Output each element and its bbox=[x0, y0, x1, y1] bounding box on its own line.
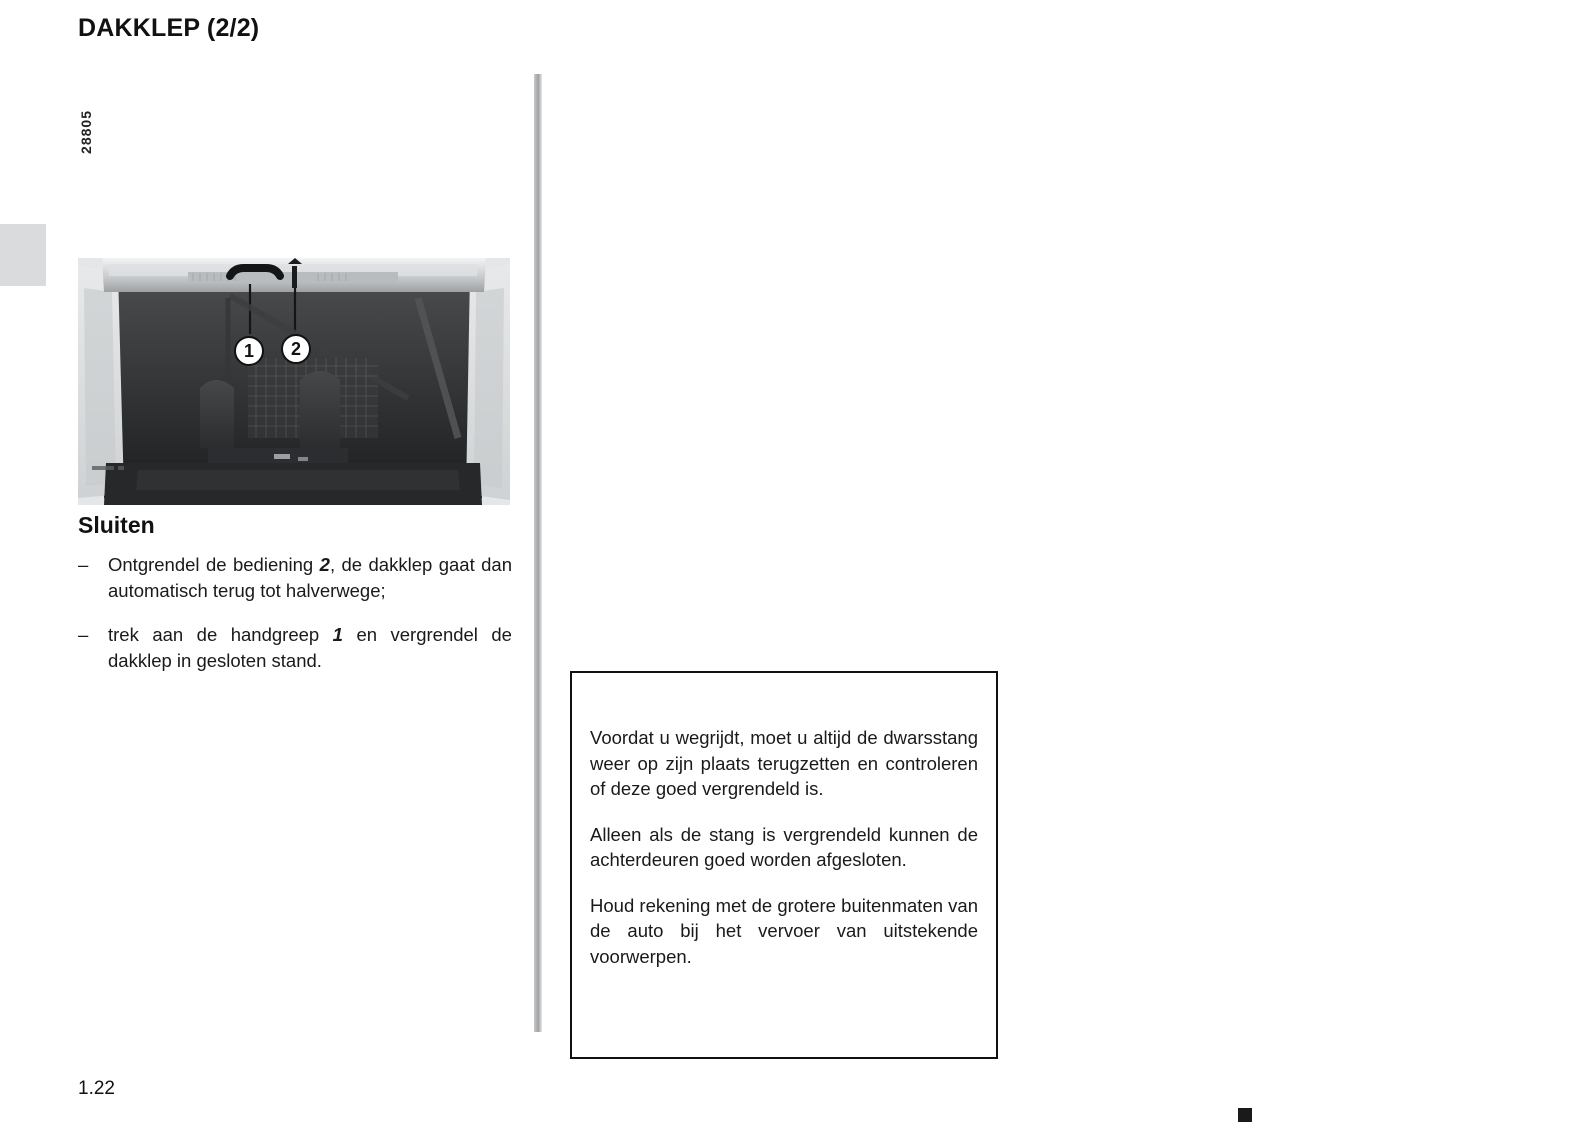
list-item bbox=[78, 622, 512, 673]
vehicle-rear-illustration bbox=[78, 258, 510, 505]
list-item-text-part1: Ontgrendel de bediening bbox=[108, 554, 320, 575]
list-item-emphasis: 1 bbox=[332, 624, 343, 645]
warning-paragraph: Voordat u wegrijdt, moet u altijd de dwarsstang weer op zijn plaats terugzetten en controleren of deze goed vergrendeld is. bbox=[590, 727, 978, 799]
warning-box bbox=[570, 671, 998, 1059]
bullet-dash: – bbox=[78, 554, 89, 575]
chapter-edge-tab bbox=[0, 224, 46, 286]
footer-marker-square bbox=[1238, 1108, 1252, 1122]
page-number: 1.22 bbox=[78, 1078, 115, 1099]
warning-paragraph: Houd rekening met de grotere buitenmaten van de auto bij het vervoer van uitstekende voorwerpen. bbox=[590, 894, 978, 967]
page-title: DAKKLEP (2/2) bbox=[78, 14, 260, 42]
list-item bbox=[78, 552, 512, 603]
section-heading-sluiten: Sluiten bbox=[78, 512, 155, 538]
illustration-id-label: 28805 bbox=[78, 110, 94, 154]
warning-paragraph: Alleen als de stang is vergrendeld kunnen de achterdeuren goed worden afgesloten. bbox=[590, 823, 978, 870]
column-separator bbox=[534, 74, 542, 1032]
list-item-text-part2: en vergrendel de dakklep in gesloten stand. bbox=[108, 624, 512, 671]
instruction-list bbox=[78, 552, 512, 673]
rear-roof-flap-photo bbox=[78, 258, 510, 505]
illustration-id bbox=[78, 84, 98, 154]
callout-marker-1: 1 bbox=[234, 336, 264, 366]
list-item-emphasis: 2 bbox=[319, 554, 330, 575]
list-item-text-part2: , de dakklep gaat dan automatisch terug tot halverwege; bbox=[108, 554, 512, 601]
list-item-text-part1: trek aan de handgreep bbox=[108, 624, 333, 645]
bullet-dash: – bbox=[78, 624, 89, 645]
callout-marker-2: 2 bbox=[281, 334, 311, 364]
